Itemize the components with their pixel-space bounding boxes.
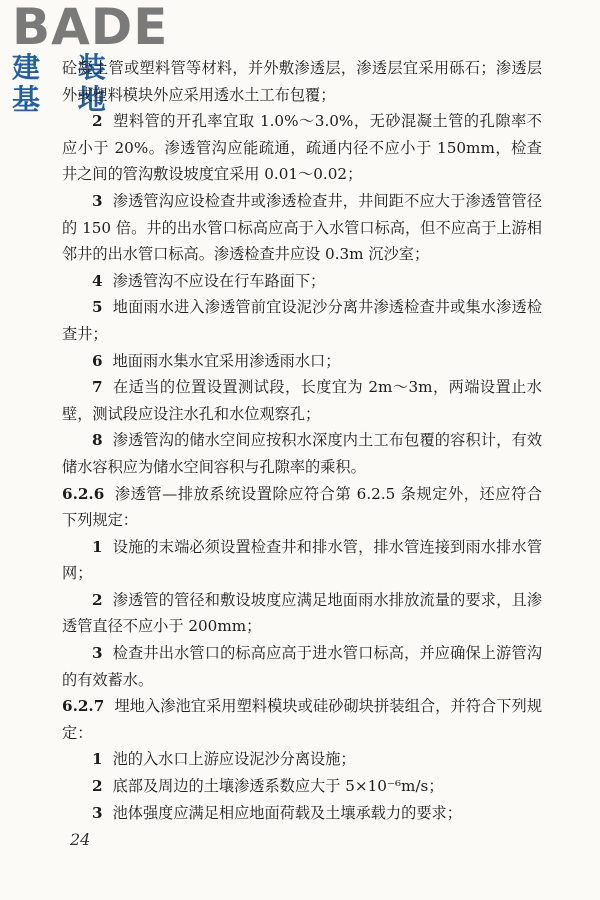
item-text: 渗透管沟的储水空间应按积水深度内土工布包覆的容积计，有效储水容积应为储水空间容积与孔隙率的乘积。 [62, 431, 542, 476]
item-text: 设施的末端必须设置检查井和排水管，排水管连接到雨水排水管网； [62, 537, 542, 583]
item-text: 池体强度应满足相应地面荷载及土壤承载力的要求； [112, 803, 462, 822]
list-item [62, 374, 542, 427]
item-text: 地面雨水进入渗透管前宜设泥沙分离井渗透检查井或集水渗透检查井； [62, 298, 542, 343]
list-item [62, 587, 542, 640]
item-text: 检查井出水管口的标高应高于进水管口标高，并应确保上游管沟的有效蓄水。 [62, 644, 542, 689]
list-item [62, 800, 542, 827]
item-number: 8 [92, 431, 103, 450]
item-number: 1 [92, 750, 103, 769]
item-number: 5 [92, 298, 103, 317]
clause-number: 6.2.6 [62, 484, 105, 503]
item-number: 2 [92, 112, 103, 131]
item-text: 底部及周边的土壤渗透系数应大于 5×10⁻⁶m/s； [112, 777, 444, 796]
item-text: 埋地入渗池宜采用塑料模块或硅砂砌块拼装组合，并符合下列规定： [62, 697, 542, 742]
item-text: 渗透管—排放系统设置除应符合第 6.2.5 条规定外，还应符合下列规定： [62, 484, 542, 530]
clause-heading [62, 693, 542, 746]
item-number: 4 [92, 271, 103, 290]
list-item [62, 268, 542, 295]
list-item [62, 746, 542, 773]
item-number: 3 [92, 191, 103, 210]
list-item [62, 534, 542, 587]
item-number: 2 [92, 590, 103, 609]
item-text: 渗透管沟应设检查井或渗透检查井，井间距不应大于渗透管管径的 150 倍。井的出水管口标高应高于入水管口标高，但不应高于上游相邻井的出水管口标高。渗透检查井应设 0.3m 沉沙室； [62, 191, 542, 264]
page-number: 24 [70, 830, 91, 849]
list-item [62, 640, 542, 693]
item-number: 2 [92, 777, 103, 796]
item-text: 塑料管的开孔率宜取 1.0%～3.0%，无砂混凝土管的孔隙率不应小于 20%。渗透管沟应能疏通，疏通内径不应小于 150mm，检查井之间的管沟敷设坡度宜采用 0.01～0.02； [62, 112, 542, 184]
item-text: 池的入水口上游应设泥沙分离设施； [112, 750, 356, 769]
list-item [62, 294, 542, 347]
body-text [62, 55, 542, 826]
paragraph-continuation [62, 55, 542, 108]
logo-main-text: BADE [12, 0, 169, 56]
item-number: 3 [92, 803, 103, 822]
item-number: 7 [92, 378, 103, 397]
item-number: 3 [92, 644, 103, 663]
item-number: 1 [92, 537, 103, 556]
item-number: 6 [92, 351, 103, 370]
clause-number: 6.2.7 [62, 697, 105, 716]
item-text: 在适当的位置设置测试段，长度宜为 2m～3m，两端设置止水壁，测试段应设注水孔和水位观察孔； [62, 378, 542, 423]
item-text: 渗透管的管径和敷设坡度应满足地面雨水排放流量的要求，且渗透管直径不应小于 200mm； [62, 590, 542, 636]
list-item [62, 773, 542, 800]
list-item [62, 348, 542, 375]
list-item [62, 188, 542, 268]
logo-sub-text: 建 装 基 地 [12, 51, 120, 116]
item-text: 渗透管沟不应设在行车路面下； [112, 271, 326, 290]
item-text: 地面雨水集水宜采用渗透雨水口； [112, 351, 341, 370]
list-item [62, 427, 542, 480]
clause-heading [62, 481, 542, 534]
item-text: 砼凝土管或塑料管等材料，并外敷渗透层，渗透层宜采用砾石；渗透层外或塑料模块外应采用透水土工布包覆； [62, 59, 542, 104]
list-item [62, 108, 542, 188]
